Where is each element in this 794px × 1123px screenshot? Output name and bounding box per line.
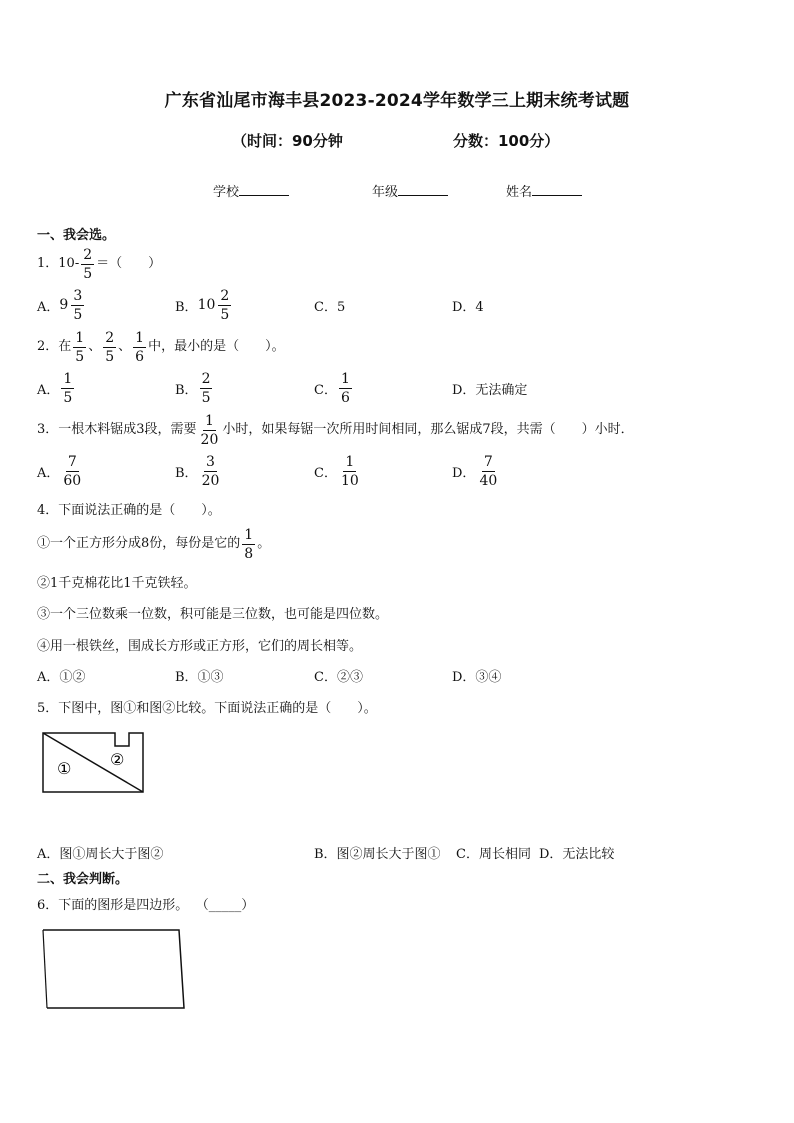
q4-option-d[interactable]: D．③④ (452, 670, 502, 685)
q3-b-num: 3 (206, 453, 215, 470)
q2-sep1: 、 (88, 339, 102, 354)
q2-suffix: 中，最小的是（ ）。 (148, 339, 285, 354)
q6-stem-text: 6．下面的图形是四边形。 (37, 898, 189, 913)
q1-prefix: 1．10- (37, 256, 80, 271)
q3-prefix: 3．一根木料锯成3段，需要 (37, 422, 197, 437)
q1-b-label: B． (175, 299, 198, 315)
q5-option-d[interactable]: D．无法比较 (539, 847, 615, 862)
q6-answer-blank[interactable]: （_____） (202, 898, 255, 913)
q1-option-c[interactable]: C．5 (314, 299, 346, 315)
q1-b-num: 2 (220, 287, 230, 304)
q2-a-num: 1 (63, 370, 73, 387)
name-label: 姓名 (506, 185, 533, 200)
q3-d-num: 7 (483, 453, 493, 470)
q2-f1-den: 5 (75, 348, 85, 365)
q2-a-label: A． (37, 382, 60, 398)
q2-c-den: 6 (340, 389, 350, 406)
section1-title: 一、我会选。 (37, 228, 116, 243)
q2-f3-den: 6 (135, 348, 145, 365)
q1-suffix: ＝（ ） (96, 256, 162, 271)
q3-c-den: 10 (340, 472, 359, 489)
q3-num: 1 (205, 412, 214, 429)
q2-c-num: 1 (340, 370, 350, 387)
q5-figure-label-1: ① (57, 759, 72, 778)
q2-sep2: 、 (118, 339, 132, 354)
q2-b-label: B． (175, 382, 198, 398)
page-title: 广东省汕尾市海丰县2023-2024学年数学三上期末统考试题 (164, 91, 630, 111)
q1-a-num: 3 (73, 287, 83, 304)
q3-b-label: B． (175, 465, 198, 481)
q4-s1-num: 1 (244, 526, 254, 543)
exam-time: （时间：90分钟 (232, 132, 343, 150)
q5-figure-label-2: ② (110, 750, 125, 769)
q2-f2-den: 5 (105, 348, 115, 365)
q5-option-b[interactable]: B．图②周长大于图① (314, 847, 441, 862)
q1-b-whole: 10 (197, 297, 216, 313)
q2-f2-num: 2 (105, 329, 115, 346)
q3-a-num: 7 (67, 453, 77, 470)
q3-d-den: 40 (479, 472, 498, 489)
q5-stem: 5．下图中，图①和图②比较。下面说法正确的是（ ）。 (37, 701, 377, 716)
q1-b-den: 5 (220, 306, 230, 323)
q4-statement-3: ③一个三位数乘一位数，积可能是三位数，也可能是四位数。 (37, 607, 389, 622)
q1-den: 5 (83, 265, 93, 282)
q3-suffix: 小时，如果每锯一次所用时间相同，那么锯成7段，共需（ ）小时． (222, 422, 634, 437)
q3-a-den: 60 (63, 472, 82, 489)
q4-stem: 4．下面说法正确的是（ ）。 (37, 503, 221, 518)
q2-c-label: C． (314, 382, 337, 398)
q4-option-a[interactable]: A．①② (37, 670, 86, 685)
section2-title: 二、我会判断。 (37, 872, 129, 887)
q3-den: 20 (200, 431, 219, 448)
q2-b-den: 5 (201, 389, 211, 406)
q2-prefix: 2．在 (37, 339, 72, 354)
q4-statement-4: ④用一根铁丝，围成长方形或正方形，它们的周长相等。 (37, 639, 363, 654)
q3-a-label: A． (37, 465, 60, 481)
q3-b-den: 20 (201, 472, 220, 489)
q2-a-den: 5 (63, 389, 73, 406)
grade-label: 年级 (372, 185, 399, 200)
q1-option-d[interactable]: D．4 (452, 299, 484, 315)
q3-c-label: C． (314, 465, 337, 481)
q4-s1-den: 8 (244, 545, 254, 562)
q4-statement-2: ②1千克棉花比1千克铁轻。 (37, 576, 197, 591)
q5-option-c[interactable]: C．周长相同 (456, 847, 531, 862)
exam-score: 分数：100分） (453, 132, 560, 150)
q6-figure-left-edge (43, 930, 47, 1008)
q1-a-label: A． (37, 299, 60, 315)
q2-f1-num: 1 (75, 329, 85, 346)
q5-option-a[interactable]: A．图①周长大于图② (37, 847, 164, 862)
q1-num: 2 (83, 246, 93, 263)
school-label: 学校 (213, 185, 240, 200)
q1-a-den: 5 (73, 306, 83, 323)
q4-s1-prefix: ①一个正方形分成8份，每份是它的 (37, 536, 241, 551)
q3-d-label: D． (452, 465, 476, 481)
q2-option-d[interactable]: D．无法确定 (452, 382, 528, 398)
q2-b-num: 2 (201, 370, 211, 387)
q3-c-num: 1 (345, 453, 355, 470)
q1-a-whole: 9 (59, 297, 69, 313)
q4-option-b[interactable]: B．①③ (175, 670, 224, 685)
q4-option-c[interactable]: C．②③ (314, 670, 363, 685)
q2-f3-num: 1 (135, 329, 145, 346)
q4-s1-suffix: 。 (257, 536, 271, 551)
q6-figure-shape (43, 930, 184, 1008)
